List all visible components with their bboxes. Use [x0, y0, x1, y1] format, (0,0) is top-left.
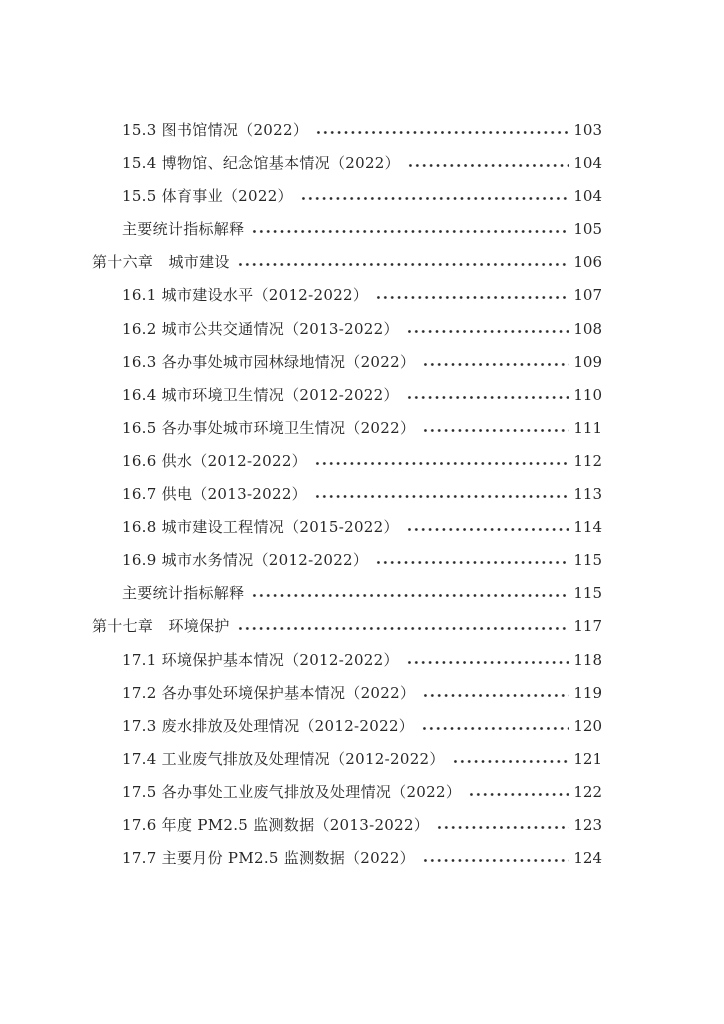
dot-leader [314, 494, 569, 499]
toc-entry [92, 412, 602, 445]
toc-entry-label: 16.6 供水（2012-2022） [122, 451, 307, 470]
dot-leader [237, 626, 570, 631]
toc-entry-page: 108 [573, 319, 602, 338]
toc-entry-page: 122 [573, 782, 602, 801]
toc-entry-label: 17.3 废水排放及处理情况（2012-2022） [122, 716, 415, 735]
toc-entry-label: 17.6 年度 PM2.5 监测数据（2013-2022） [122, 815, 430, 834]
toc-entry-label: 15.4 博物馆、纪念馆基本情况（2022） [122, 154, 400, 173]
toc-entry [92, 842, 602, 875]
toc-entry [92, 544, 602, 577]
dot-leader [407, 163, 569, 168]
toc-entry [92, 346, 602, 379]
dot-leader [422, 428, 569, 433]
dot-leader [251, 593, 569, 598]
toc-entry-label: 16.9 城市水务情况（2012-2022） [122, 551, 369, 570]
toc-entry-page: 110 [573, 385, 602, 404]
toc-entry-page: 111 [573, 418, 602, 437]
toc-entry-label: 16.3 各办事处城市园林绿地情况（2022） [122, 352, 416, 371]
toc-entry-page: 117 [573, 617, 602, 636]
toc-entry-label: 17.2 各办事处环境保护基本情况（2022） [122, 683, 416, 702]
toc-entry-label: 15.3 图书馆情况（2022） [122, 121, 309, 139]
dot-leader [422, 693, 569, 698]
toc-entry [92, 644, 602, 677]
toc-entry [92, 677, 602, 710]
toc-entry [92, 445, 602, 478]
toc-entry [92, 147, 602, 180]
toc-entry-page: 115 [573, 551, 602, 570]
toc-entry-label: 主要统计指标解释 [122, 584, 245, 603]
toc-entry-page: 104 [573, 154, 602, 173]
toc-entry-page: 118 [573, 650, 602, 669]
toc-chapter-entry [92, 246, 602, 279]
dot-leader [251, 229, 569, 234]
toc-entry [92, 313, 602, 346]
toc-entry [92, 379, 602, 412]
dot-leader [422, 362, 569, 367]
dot-leader [300, 196, 570, 201]
toc-entry [92, 511, 602, 544]
toc-entry-page: 119 [573, 683, 602, 702]
dot-leader [468, 792, 569, 797]
toc-entry [92, 577, 602, 610]
dot-leader [436, 825, 569, 830]
toc-entry-label: 17.1 环境保护基本情况（2012-2022） [122, 650, 399, 669]
toc-entry-page: 123 [573, 815, 602, 834]
toc-entry-label: 第十六章 城市建设 [92, 253, 230, 272]
toc-entry-page: 114 [573, 518, 602, 537]
toc-entry-page: 120 [573, 716, 602, 735]
toc-entry-page: 106 [573, 253, 602, 272]
toc-entry-page: 103 [573, 121, 602, 139]
toc-entry [92, 776, 602, 809]
toc-entry-label: 15.5 体育事业（2022） [122, 187, 293, 206]
toc-entry [92, 809, 602, 842]
toc-entry [92, 710, 602, 743]
dot-leader [406, 329, 570, 334]
dot-leader [406, 527, 570, 532]
toc-entry [92, 478, 602, 511]
toc-entry-label: 16.7 供电（2013-2022） [122, 485, 307, 504]
toc-entry-label: 16.4 城市环境卫生情况（2012-2022） [122, 385, 399, 404]
dot-leader [375, 560, 569, 565]
dot-leader [315, 130, 569, 135]
toc-entry [92, 180, 602, 213]
toc-entry-label: 16.1 城市建设水平（2012-2022） [122, 286, 369, 305]
toc-entry-page: 124 [573, 849, 602, 868]
toc-entry [92, 114, 602, 147]
toc-entry [92, 213, 602, 246]
toc-entry-label: 17.4 工业废气排放及处理情况（2012-2022） [122, 749, 445, 768]
toc-entry-page: 115 [573, 584, 602, 603]
toc-entry-page: 107 [573, 286, 602, 305]
dot-leader [375, 295, 569, 300]
toc-entry-page: 121 [573, 749, 602, 768]
toc-entry-label: 17.7 主要月份 PM2.5 监测数据（2022） [122, 849, 415, 868]
dot-leader [314, 461, 569, 466]
dot-leader [406, 660, 570, 665]
toc-entry-page: 112 [573, 451, 602, 470]
toc-entry-label: 16.5 各办事处城市环境卫生情况（2022） [122, 418, 416, 437]
toc-entry-label: 16.8 城市建设工程情况（2015-2022） [122, 518, 399, 537]
toc-entry-page: 105 [573, 220, 602, 239]
dot-leader [406, 395, 570, 400]
dot-leader [237, 262, 570, 267]
dot-leader [421, 726, 569, 731]
toc-entry-label: 17.5 各办事处工业废气排放及处理情况（2022） [122, 782, 462, 801]
table-of-contents [92, 114, 602, 875]
dot-leader [422, 858, 569, 863]
toc-entry [92, 743, 602, 776]
toc-entry-label: 第十七章 环境保护 [92, 617, 230, 636]
dot-leader [452, 759, 570, 764]
toc-entry-page: 104 [573, 187, 602, 206]
toc-entry-page: 109 [573, 352, 602, 371]
toc-entry-page: 113 [573, 485, 602, 504]
toc-entry-label: 16.2 城市公共交通情况（2013-2022） [122, 319, 399, 338]
toc-entry-label: 主要统计指标解释 [122, 220, 245, 239]
toc-entry [92, 279, 602, 312]
toc-chapter-entry [92, 610, 602, 643]
